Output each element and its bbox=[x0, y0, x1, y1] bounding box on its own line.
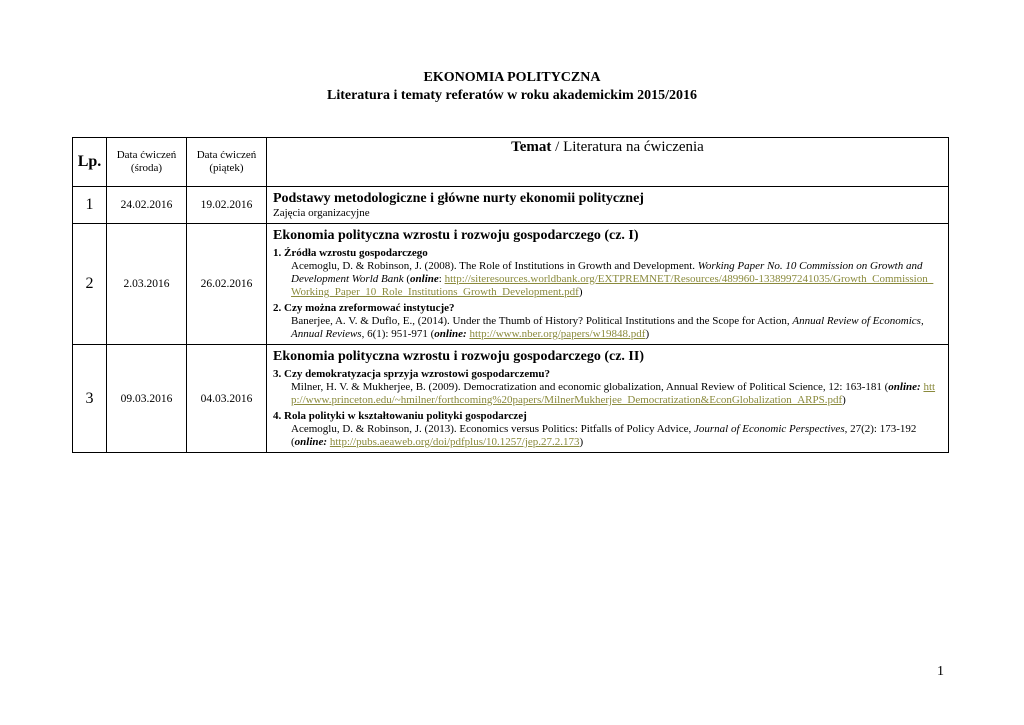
row-topic: Ekonomia polityczna wzrostu i rozwoju gospodarczego (cz. II) bbox=[273, 349, 644, 364]
subtopic-heading: 4. Rola polityki w kształtowaniu polityki gospodarczej bbox=[273, 410, 527, 422]
row-date-friday: 04.03.2016 bbox=[187, 345, 267, 453]
ref-text: , 27(2): 173-192 ( bbox=[291, 423, 917, 448]
document-title: EKONOMIA POLITYCZNA bbox=[423, 70, 601, 85]
ref-text: Milner, H. V. & Mukherjee, B. (2009). Democratization and economic globalization, Annual Review of Political Science, 12: 163-181 ( bbox=[291, 381, 889, 393]
ref-text: ) bbox=[578, 286, 583, 298]
row-content bbox=[267, 345, 949, 453]
document-subtitle: Literatura i tematy referatów w roku akademickim 2015/2016 bbox=[326, 88, 698, 103]
row-date-wednesday: 2.03.2016 bbox=[107, 224, 187, 345]
header-lp: Lp. bbox=[73, 138, 107, 187]
table-header-row bbox=[73, 138, 949, 187]
online-label: online: bbox=[294, 436, 328, 448]
row-topic: Podstawy metodologiczne i główne nurty ekonomii politycznej bbox=[273, 191, 644, 206]
row-number: 1 bbox=[73, 187, 107, 224]
row-date-friday: 19.02.2016 bbox=[187, 187, 267, 224]
row-content bbox=[267, 187, 949, 224]
row-number: 2 bbox=[73, 224, 107, 345]
table-row bbox=[73, 187, 949, 224]
reference-link[interactable]: http://pubs.aeaweb.org/doi/pdfplus/10.1257/jep.27.2.173 bbox=[329, 436, 580, 448]
reference bbox=[273, 423, 942, 449]
header-topic bbox=[267, 138, 949, 187]
ref-text: ) bbox=[645, 328, 650, 340]
row-date-wednesday: 24.02.2016 bbox=[107, 187, 187, 224]
reference-link[interactable]: http://www.nber.org/papers/w19848.pdf bbox=[469, 328, 646, 340]
ref-journal: Working Paper No. 10 Commission on Growth and Development World Bank bbox=[291, 260, 923, 285]
row-topic: Ekonomia polityczna wzrostu i rozwoju gospodarczego (cz. I) bbox=[273, 228, 639, 243]
subtopic-heading: 1. Źródła wzrostu gospodarczego bbox=[273, 247, 428, 259]
ref-text: Acemoglu, D. & Robinson, J. (2008). The Role of Institutions in Growth and Development. bbox=[291, 260, 698, 272]
ref-text: , 6(1): 951-971 ( bbox=[361, 328, 435, 340]
row-content bbox=[267, 224, 949, 345]
ref-text: : bbox=[438, 273, 445, 285]
subtopic-heading: 2. Czy można zreformować instytucje? bbox=[273, 302, 455, 314]
header-topic-bold: Temat bbox=[511, 139, 552, 155]
subtopic-heading: 3. Czy demokratyzacja sprzyja wzrostowi gospodarczemu? bbox=[273, 368, 550, 380]
table-row bbox=[73, 345, 949, 453]
row-number: 3 bbox=[73, 345, 107, 453]
online-label: online: bbox=[434, 328, 467, 340]
header-date-friday: Data ćwiczeń (piątek) bbox=[187, 138, 267, 187]
ref-text: Acemoglu, D. & Robinson, J. (2013). Economics versus Politics: Pitfalls of Policy Advice, bbox=[291, 423, 694, 435]
header-topic-rest: / Literatura na ćwiczenia bbox=[551, 139, 704, 155]
page-number: 1 bbox=[937, 664, 944, 679]
row-date-wednesday: 09.03.2016 bbox=[107, 345, 187, 453]
ref-text: ( bbox=[403, 273, 411, 285]
online-label: online bbox=[410, 273, 439, 285]
online-label: online: bbox=[888, 381, 921, 393]
reference-link[interactable]: http://siteresources.worldbank.org/EXTPREMNET/Resources/489960-1338997241035/Growth_Commission_Working_Paper_10_Role_Institutions_Growth_Development.pdf bbox=[291, 273, 934, 298]
syllabus-table bbox=[72, 137, 949, 453]
reference-link[interactable]: http://www.princeton.edu/~hmilner/forthcoming%20papers/MilnerMukherjee_Democratization&EconGlobalization_ARPS.pdf bbox=[291, 381, 936, 406]
reference bbox=[273, 260, 942, 299]
row-date-friday: 26.02.2016 bbox=[187, 224, 267, 345]
row-note: Zajęcia organizacyjne bbox=[273, 207, 370, 219]
reference bbox=[273, 381, 942, 407]
header-date-wednesday: Data ćwiczeń (środa) bbox=[107, 138, 187, 187]
ref-text: ) bbox=[579, 436, 584, 448]
ref-text: ) bbox=[842, 394, 846, 406]
ref-journal: Journal of Economic Perspectives bbox=[694, 423, 845, 435]
ref-text: Banerjee, A. V. & Duflo, E., (2014). Under the Thumb of History? Political Institutions and the Scope for Action, bbox=[291, 315, 793, 327]
reference bbox=[273, 315, 942, 341]
table-row bbox=[73, 224, 949, 345]
ref-journal: Annual Review of Economics, Annual Reviews bbox=[291, 315, 924, 340]
